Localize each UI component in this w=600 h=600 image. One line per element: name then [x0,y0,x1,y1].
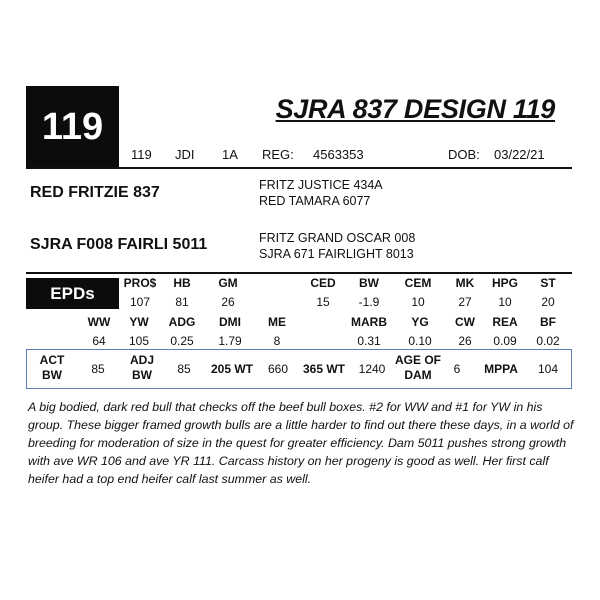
reg-label: REG: [262,147,294,162]
epd-header: CEM [404,276,432,290]
epd-value: 10 [411,295,425,309]
reg-number: 4563353 [313,147,364,162]
epd-header: DMI [219,315,241,329]
act-bw-label-line: ACT [39,353,65,367]
epd-header: WW [87,315,111,329]
epd-value: 15 [316,295,330,309]
epd-value: 27 [458,295,472,309]
sire-dam: RED TAMARA 6077 [259,194,371,208]
epd-value: 26 [458,334,472,348]
epd-value: 0.31 [357,334,381,348]
epd-header: ME [268,315,286,329]
wt365-value: 1240 [358,362,386,376]
sire-pedigree [259,177,383,209]
wt205-value: 660 [267,362,289,376]
dob-label: DOB: [448,147,480,162]
lot-number-badge [26,86,119,168]
epd-header: MK [455,276,475,290]
mppa-value: 104 [537,362,559,376]
epd-value: 64 [92,334,106,348]
epd-value: 10 [498,295,512,309]
bull-description: A big bodied, dark red bull that checks off the beef bull boxes. #2 for WW and #1 for YW in his group. These bigger framed growth bulls are a little harder to find out there these days, in a world of breeding for moderation of size in the quest for greater efficiency. Dam 5011 pushes strong growth with ave WR 106 and ave YR 111. Carcass history on her progeny is good as well. Her first calf heifer had a top end heifer calf last summer as well. [28,400,574,486]
epd-value: 0.09 [493,334,517,348]
dam-name: SJRA F008 FAIRLI 5011 [30,236,208,253]
epd-value: 1.79 [218,334,242,348]
adj-bw-label-line: ADJ [129,353,154,367]
adj-bw-value: 85 [177,362,191,376]
act-bw-label [33,353,71,383]
wt205-label: 205 WT [210,362,253,376]
epd-header: HPG [491,276,518,290]
animal-name: SJRA 837 DESIGN 119 [275,94,555,124]
sire-name: RED FRITZIE 837 [30,184,160,201]
epd-header: PRO$ [123,276,157,290]
epd-value: 20 [541,295,555,309]
epd-value: 81 [175,295,189,309]
epd-header: HB [173,276,191,290]
epd-header: BF [540,315,556,329]
epd-value: 8 [273,334,281,348]
age-of-dam-label [389,353,447,383]
act-bw-label-line: BW [42,368,62,382]
divider [26,272,572,274]
breeder-code: JDI [175,147,195,162]
registry-code: 1A [222,147,238,162]
epd-header: CED [310,276,336,290]
epd-header: REA [492,315,518,329]
mppa-label: MPPA [484,362,518,376]
epd-value: 105 [128,334,150,348]
dob-value: 03/22/21 [494,147,545,162]
act-bw-value: 85 [91,362,105,376]
epd-value: -1.9 [358,295,380,309]
epd-header: ADG [168,315,196,329]
dam-dam: SJRA 671 FAIRLIGHT 8013 [259,247,414,261]
epd-header: GM [218,276,238,290]
epd-value: 107 [129,295,151,309]
sire-sire: FRITZ JUSTICE 434A [259,178,383,192]
epd-header: BW [359,276,379,290]
dam-sire: FRITZ GRAND OSCAR 008 [259,231,416,245]
performance-box [26,349,572,389]
epd-header: MARB [351,315,387,329]
adj-bw-label-line: BW [132,368,152,382]
epd-value: 26 [221,295,235,309]
epd-header: ST [540,276,556,290]
epd-label: EPDs [50,283,95,303]
epd-header: CW [455,315,475,329]
wt365-label: 365 WT [302,362,345,376]
epd-badge [26,278,119,309]
epd-header: YW [129,315,149,329]
tattoo: 119 [131,147,152,162]
age-of-dam-label-line: DAM [404,368,432,382]
epd-value: 0.25 [170,334,194,348]
divider [26,167,572,169]
lot-number: 119 [41,105,104,148]
dam-pedigree [259,230,415,262]
age-of-dam-value: 6 [453,362,461,376]
epd-value: 0.10 [408,334,432,348]
epd-header: YG [411,315,429,329]
epd-value: 0.02 [536,334,560,348]
age-of-dam-label-line: AGE OF [394,353,441,367]
adj-bw-label [123,353,161,383]
